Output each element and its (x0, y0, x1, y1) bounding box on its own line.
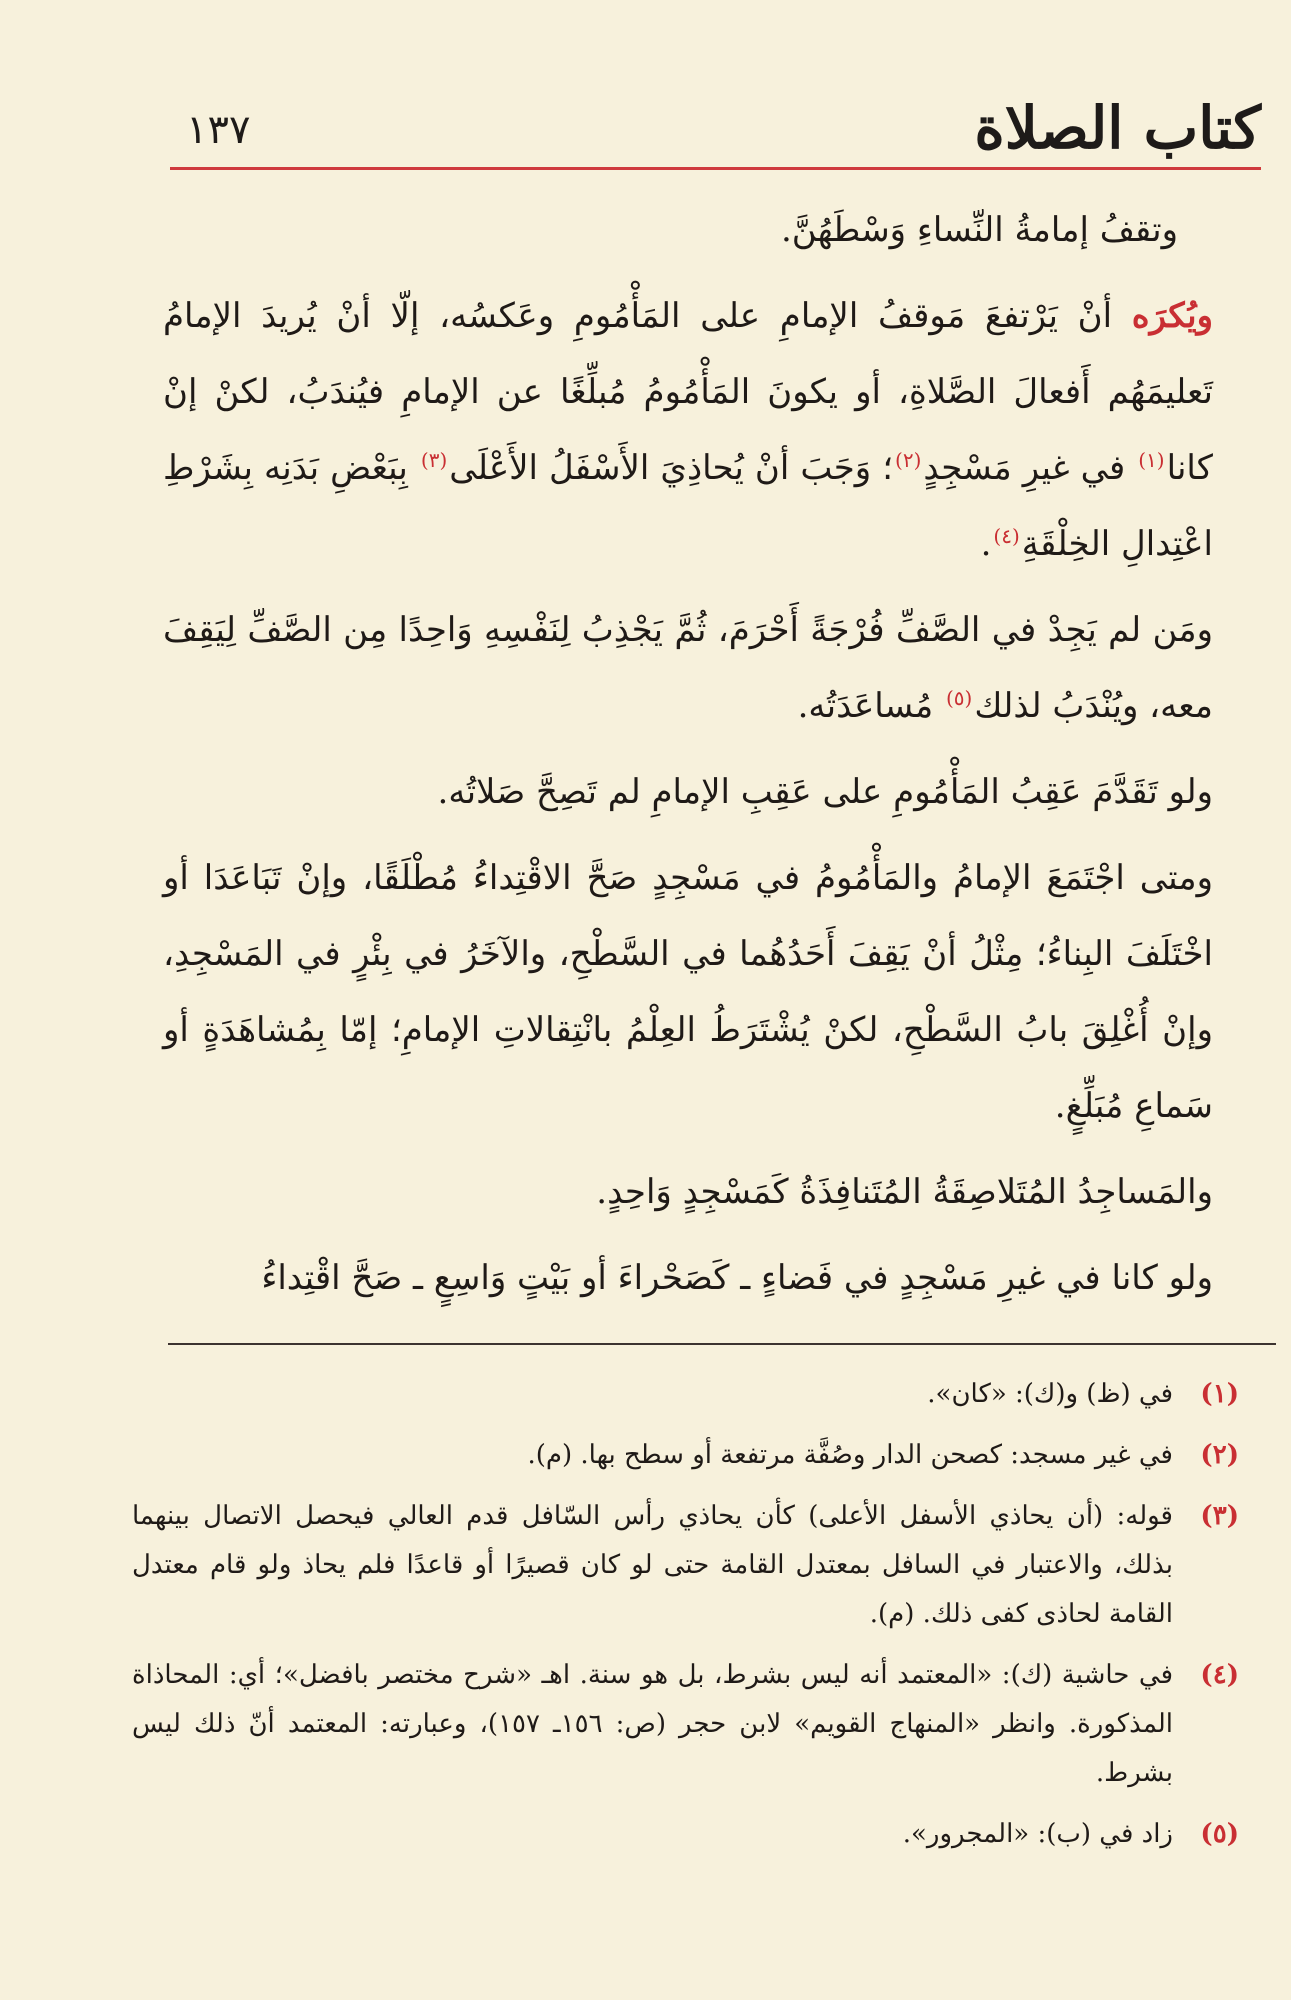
footnote-reference[interactable]: (٢) (895, 447, 922, 472)
footnote-text: قوله: (أن يحاذي الأسفل الأعلى) كأن يحاذي رأس السّافل قدم العالي فيحصل الاتصال بينهما بذلك، والاعتبار في السافل بمعتدل القامة حتى لو كان قصيرًا أو قاعدًا فلم يحاذ ولو قام معتدل القامة لحاذى كفى ذلك. (م). (132, 1501, 1173, 1629)
footnote-number: (٤) (1200, 1660, 1239, 1690)
text-run: ؛ وَجَبَ أنْ يُحاذِيَ الأَسْفَلُ الأَعْلَى (449, 448, 894, 488)
paragraph (163, 1240, 1213, 1316)
footnote-reference[interactable]: (٤) (993, 523, 1020, 548)
footnote-reference[interactable]: (١) (1138, 447, 1165, 472)
text-run: أنْ يَرْتفعَ مَوقفُ الإمامِ على المَأْمُومِ وعَكسُه، إلّا أنْ يُريدَ الإمامُ تَعليمَهُم أَفعالَ الصَّلاةِ، أو يكونَ المَأْمُومُ مُبلِّغًا عن الإمامِ فيُندَبُ، لكنْ إنْ كانا (163, 296, 1213, 488)
footnote-number: (١) (1200, 1379, 1239, 1409)
footnote-number: (٣) (1200, 1501, 1239, 1531)
text-run: ولو كانا في غيرِ مَسْجِدٍ في فَضاءٍ ـ كَصَحْراءَ أو بَيْتٍ وَاسِعٍ ـ صَحَّ اقْتِداءُ (261, 1258, 1213, 1298)
text-run: في غيرِ مَسْجِدٍ (923, 448, 1137, 488)
text-run: وتقفُ إمامةُ النِّساءِ وَسْطَهُنَّ. (780, 210, 1178, 250)
text-run: والمَساجِدُ المُتَلاصِقَةُ المُتَنافِذَةُ كَمَسْجِدٍ وَاحِدٍ. (596, 1172, 1213, 1212)
footnote (132, 1492, 1239, 1639)
header-rule (170, 167, 1261, 170)
paragraph (163, 840, 1213, 1144)
footnote-number: (٥) (1200, 1819, 1239, 1849)
footnote (132, 1431, 1239, 1480)
footnote-number: (٢) (1200, 1440, 1239, 1470)
text-run: مُساعَدَتُه. (797, 686, 944, 726)
paragraph (163, 754, 1213, 830)
paragraph (163, 278, 1213, 582)
footnote-text: زاد في (ب): «المجرور». (902, 1819, 1173, 1849)
footnote-text: في (ظ) و(ك): «كان». (927, 1379, 1173, 1409)
main-text (163, 192, 1213, 1326)
text-run: ومَن لم يَجِدْ في الصَّفِّ فُرْجَةً أَحْرَمَ، ثُمَّ يَجْذِبُ لِنَفْسِهِ وَاحِدًا مِن الصَّفِّ لِيَقِفَ معه، ويُنْدَبُ لذلك (163, 610, 1213, 726)
footnotes-section (132, 1370, 1239, 1871)
footnote-text: في غير مسجد: كصحن الدار وصُفَّة مرتفعة أو سطح بها. (م). (527, 1440, 1173, 1470)
footnote-reference[interactable]: (٣) (420, 447, 448, 472)
footnote-separator (168, 1343, 1276, 1345)
footnote (132, 1651, 1239, 1798)
text-run: ولو تَقَدَّمَ عَقِبُ المَأْمُومِ على عَقِبِ الإمامِ لم تَصِحَّ صَلاتُه. (437, 772, 1213, 812)
text-run: بِبَعْضِ بَدَنِه بِشَرْطِ اعْتِدالِ الخِلْقَةِ (163, 448, 1213, 564)
page-number: ١٣٧ (186, 107, 251, 153)
footnote (132, 1810, 1239, 1859)
page-header (170, 92, 1261, 164)
paragraph (163, 192, 1213, 268)
text-run: ومتى اجْتَمَعَ الإمامُ والمَأْمُومُ في مَسْجِدٍ صَحَّ الاقْتِداءُ مُطْلَقًا، وإنْ تَبَاعَدَا أو اخْتَلَفَ البِناءُ؛ مِثْلُ أنْ يَقِفَ أَحَدُهُما في السَّطْحِ، والآخَرُ في بِئْرٍ في المَسْجِدِ، وإنْ أُغْلِقَ بابُ السَّطْحِ، لكنْ يُشْتَرَطُ العِلْمُ بانْتِقالاتِ الإمامِ؛ إمّا بِمُشاهَدَةٍ أو سَماعِ مُبَلِّغٍ. (163, 858, 1213, 1126)
footnote (132, 1370, 1239, 1419)
footnote-reference[interactable]: (٥) (945, 685, 973, 710)
section-keyword: ويُكرَه (1131, 296, 1213, 336)
text-run: . (980, 524, 992, 564)
paragraph (163, 592, 1213, 744)
footnote-text: في حاشية (ك): «المعتمد أنه ليس بشرط، بل هو سنة. اهـ «شرح مختصر بافضل»؛ أي: المحاذاة المذكورة. وانظر «المنهاج القويم» لابن حجر (ص: ١٥٦ـ ١٥٧)، وعبارته: المعتمد أنّ ذلك ليس بشرط. (132, 1660, 1173, 1788)
running-title: كتاب الصلاة (974, 94, 1261, 162)
paragraph (163, 1154, 1213, 1230)
